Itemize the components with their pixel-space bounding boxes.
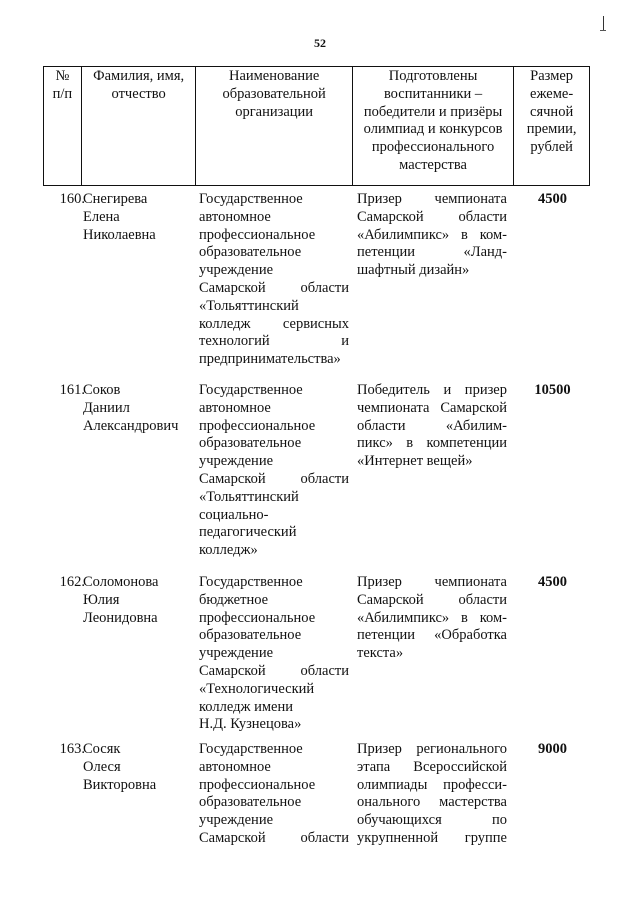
org-line: Государственное <box>199 382 303 398</box>
org-line: образовательное <box>199 244 302 261</box>
scan-mark <box>603 16 604 30</box>
scan-mark <box>600 30 606 31</box>
ach-line: Призер чемпионата <box>357 574 507 590</box>
ach-line: «Абилимпикс» в ком- <box>357 609 507 626</box>
row-full-name: Соков Даниил Александрович <box>83 382 179 434</box>
org-line: Самарской области <box>199 470 349 487</box>
row-full-name: Соломонова Юлия Леонидовна <box>83 574 159 626</box>
org-line: «Тольяттинский <box>199 488 299 505</box>
org-line: Н.Д. Кузнецова» <box>199 716 302 733</box>
org-line: образовательное <box>199 794 302 811</box>
row-bonus-amount: 4500 <box>538 574 567 590</box>
org-line: образовательное <box>199 435 302 452</box>
row-organization <box>199 191 349 369</box>
org-line: учреждение <box>199 812 274 829</box>
row-achievements <box>357 382 507 471</box>
ach-line: пикс» в компетенции <box>357 435 507 452</box>
org-line: Государственное <box>199 741 303 757</box>
row-number: 160. <box>59 191 85 207</box>
header-achievements: Подготовлены воспитанники – победители и призёры олимпиад и конкурсов профессионального мастерства <box>353 67 514 185</box>
header-full-name: Фамилия, имя, отчество <box>82 67 197 185</box>
row-organization <box>199 574 349 734</box>
ach-line: «Интернет вещей» <box>357 453 473 470</box>
header-organization: Наименование образовательной организации <box>196 67 352 185</box>
row-achievements <box>357 741 507 848</box>
ach-line: этапа Всероссийской <box>357 758 507 775</box>
ach-line: петенции «Ланд- <box>357 244 507 261</box>
row-number: 162. <box>59 574 85 590</box>
org-line: «Тольяттинский <box>199 297 299 314</box>
org-line: профессиональное <box>199 609 316 626</box>
org-line: учреждение <box>199 645 274 662</box>
row-number: 163. <box>59 741 85 757</box>
org-line: бюджетное <box>199 591 269 608</box>
ach-line: Самарской области <box>357 591 507 608</box>
org-line: «Технологический <box>199 680 315 697</box>
org-line: профессиональное <box>199 226 316 243</box>
row-full-name: Сосяк Олеся Викторовна <box>83 741 157 793</box>
row-achievements <box>357 191 507 280</box>
org-line: Самарской области <box>199 829 349 846</box>
org-line: Самарской области <box>199 662 349 679</box>
org-line: автономное <box>199 399 271 416</box>
ach-line: «Абилимпикс» в ком- <box>357 226 507 243</box>
ach-line: чемпионата Самарской <box>357 399 507 416</box>
org-line: автономное <box>199 758 271 775</box>
org-line: профессиональное <box>199 417 316 434</box>
row-organization <box>199 382 349 560</box>
org-line: образовательное <box>199 627 302 644</box>
ach-line: области «Абилим- <box>357 417 507 434</box>
ach-line: олимпиады професси- <box>357 776 507 793</box>
ach-line: текста» <box>357 645 404 662</box>
org-line: учреждение <box>199 262 274 279</box>
row-achievements <box>357 574 507 663</box>
page-number: 52 <box>314 36 326 50</box>
org-line: педагогический <box>199 524 297 541</box>
table-header <box>43 66 590 186</box>
ach-line: Самарской области <box>357 208 507 225</box>
org-line: Государственное <box>199 574 303 590</box>
ach-line: Призер регионального <box>357 741 507 757</box>
org-line: социально- <box>199 506 269 523</box>
org-line: колледж имени <box>199 698 293 715</box>
ach-line: Победитель и призер <box>357 382 507 398</box>
org-line: профессиональное <box>199 776 316 793</box>
ach-line: петенции «Обработка <box>357 627 507 644</box>
ach-line: обучающихся по <box>357 812 507 829</box>
org-line: колледж» <box>199 542 258 559</box>
org-line: колледж сервисных <box>199 315 349 332</box>
org-line: Государственное <box>199 191 303 207</box>
ach-line: Призер чемпионата <box>357 191 507 207</box>
row-number: 161. <box>59 382 85 398</box>
header-number: № п/п <box>44 67 82 185</box>
ach-line: шафтный дизайн» <box>357 262 470 279</box>
row-bonus-amount: 10500 <box>534 382 571 398</box>
header-bonus-amount: Размер ежеме- сячной премии, рублей <box>526 68 577 156</box>
row-full-name: Снегирева Елена Николаевна <box>83 191 156 243</box>
row-bonus-amount: 4500 <box>538 191 567 207</box>
ach-line: онального мастерства <box>357 794 507 811</box>
org-line: предпринимательства» <box>199 351 341 368</box>
org-line: технологий и <box>199 333 349 350</box>
org-line: Самарской области <box>199 279 349 296</box>
row-organization <box>199 741 349 848</box>
org-line: автономное <box>199 208 271 225</box>
row-bonus-amount: 9000 <box>538 741 567 757</box>
org-line: учреждение <box>199 453 274 470</box>
ach-line: укрупненной группе <box>357 829 507 846</box>
